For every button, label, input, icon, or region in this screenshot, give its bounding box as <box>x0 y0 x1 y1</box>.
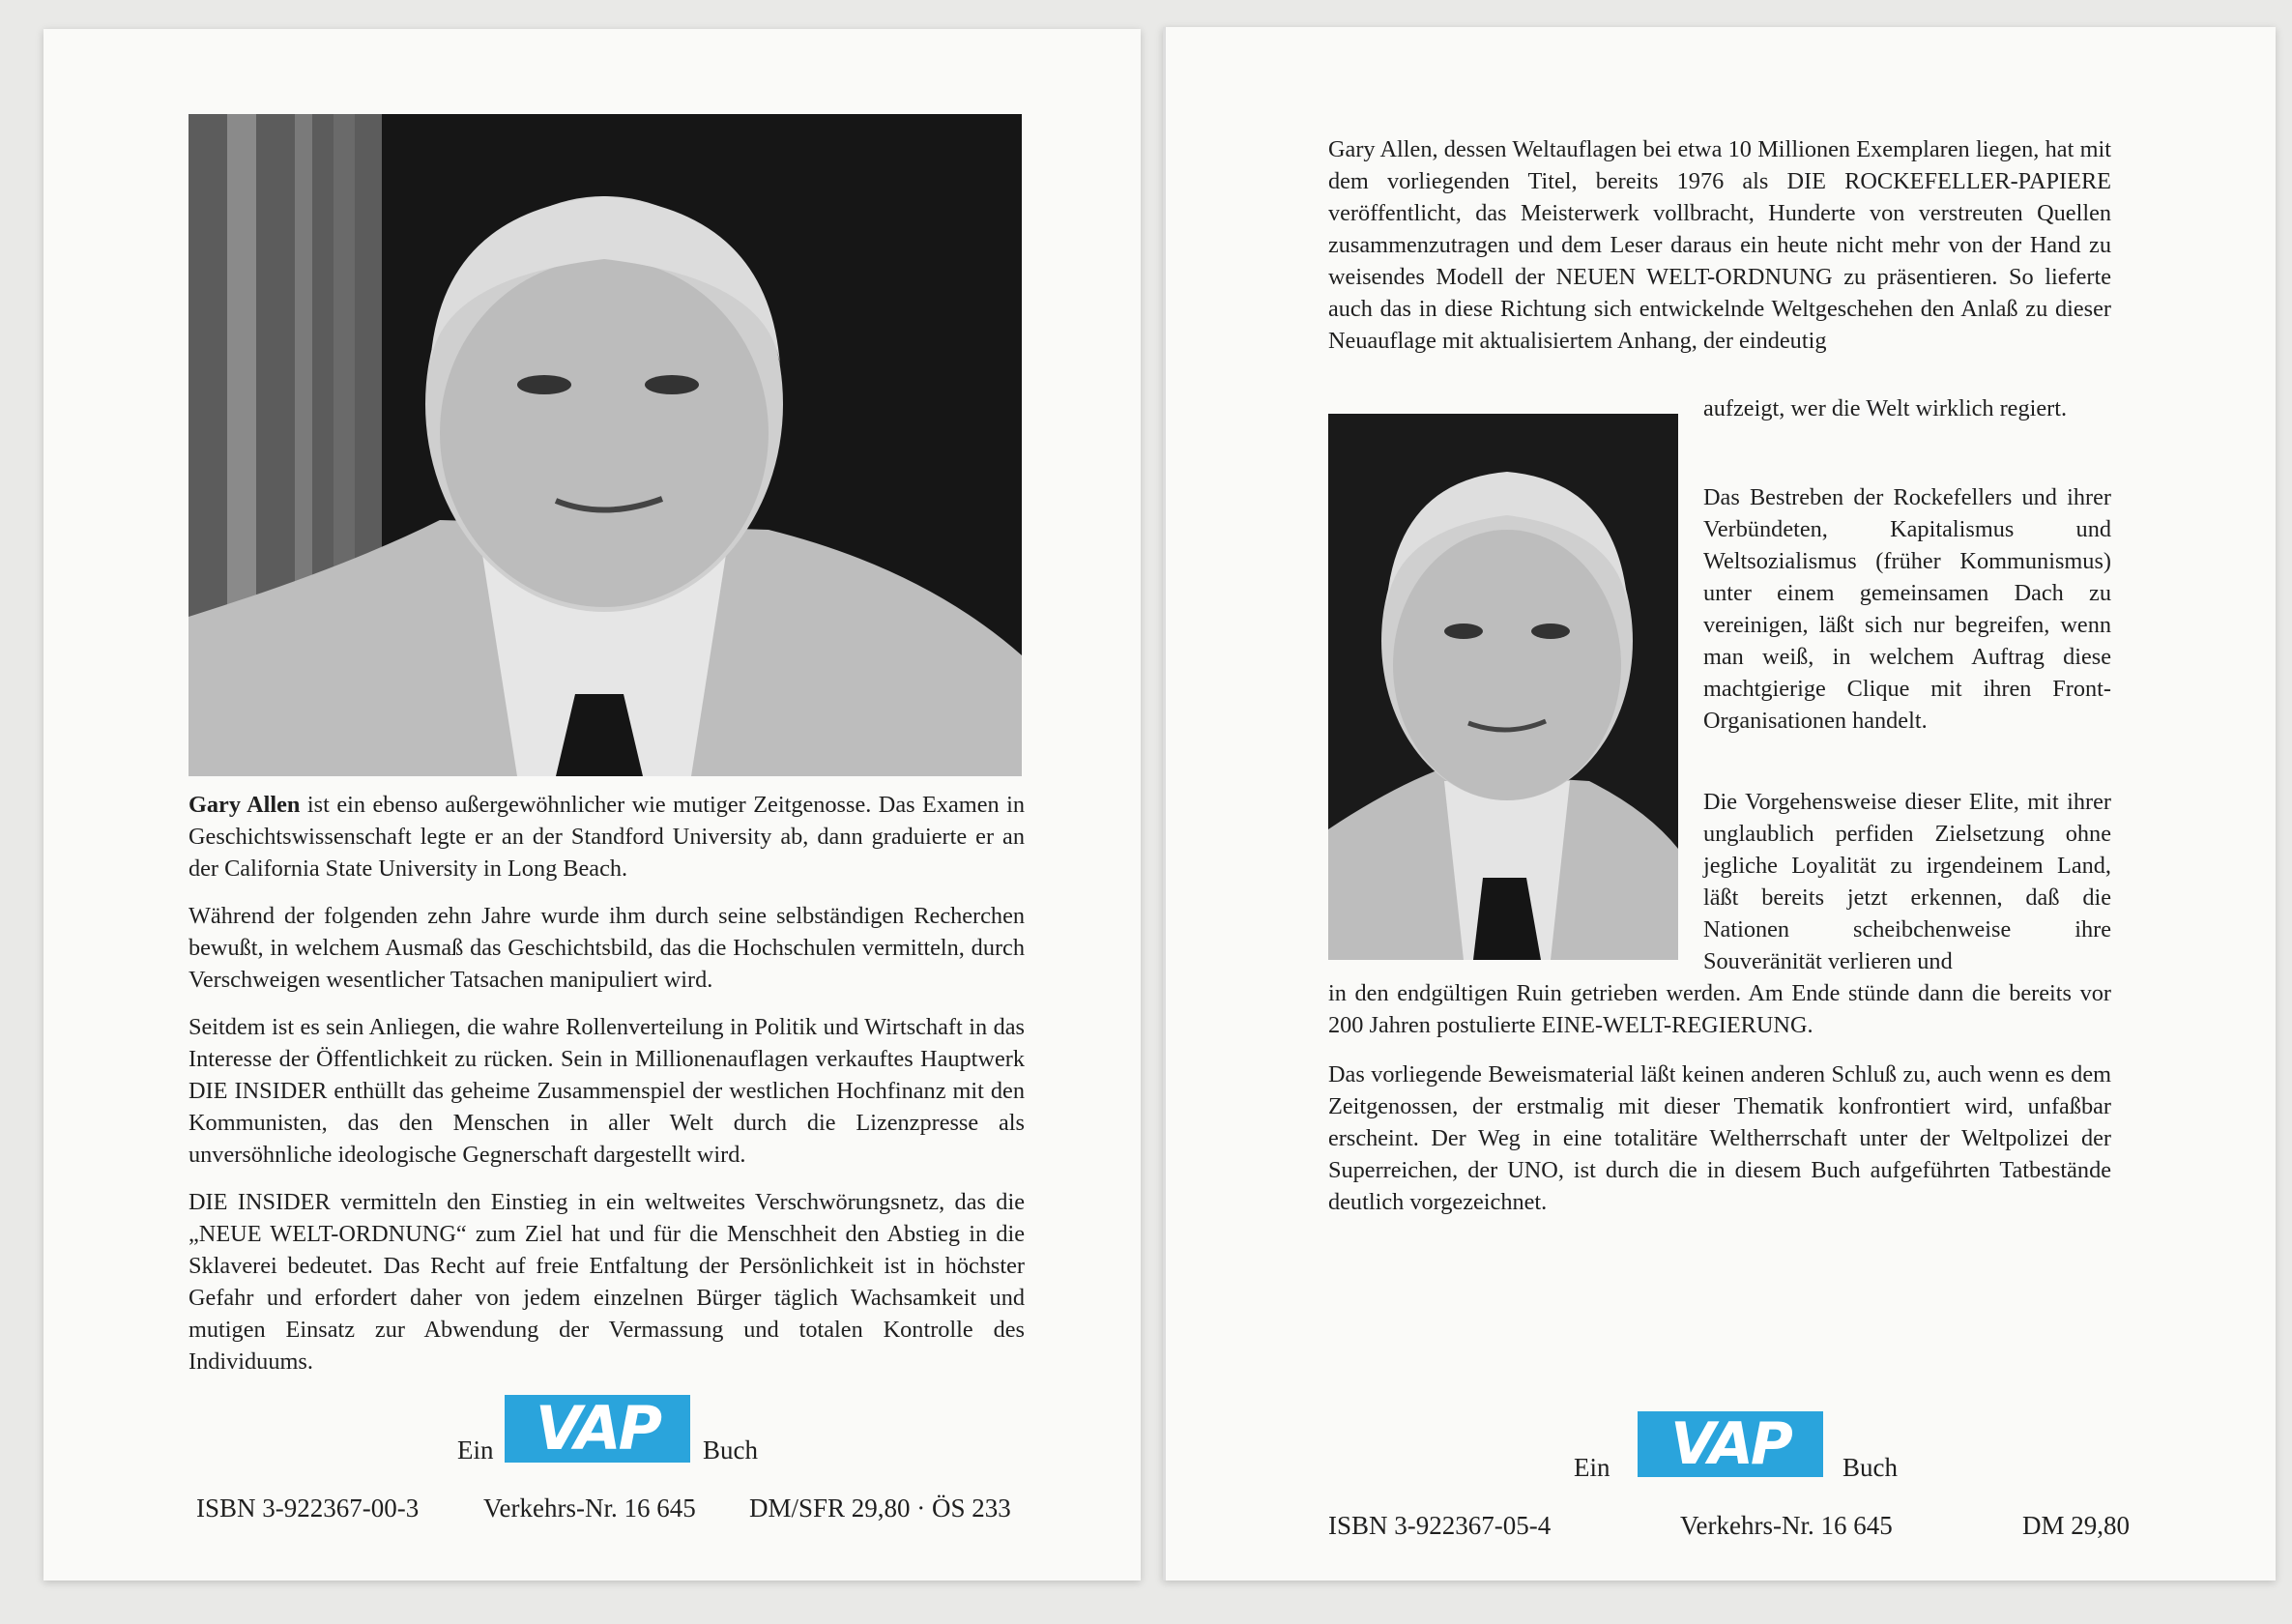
author-photo-small <box>1328 414 1678 960</box>
vap-logo: VAP <box>1638 1411 1823 1477</box>
author-bio <box>189 789 1025 1393</box>
publisher-buch-label: Buch <box>703 1436 758 1464</box>
verkehrs-nr-right: Verkehrs-Nr. 16 645 <box>1680 1511 1893 1540</box>
author-photo-large <box>189 114 1022 776</box>
paragraph-3b: in den endgültigen Ruin getrieben werden. Am Ende stünde dann die bereits vor 200 Jahren postulierte EINE-WELT-REGIERUNG. <box>1328 980 2111 1038</box>
isbn-left: ISBN 3-922367-00-3 <box>196 1494 420 1522</box>
publisher-ein-label: Ein <box>1574 1453 1610 1482</box>
bio-paragraph-3: Seitdem ist es sein Anliegen, die wahre Rollenverteilung in Politik und Wirtschaft in das Interesse der Öffentlichkeit zu rücken. Sein in Millionenauflagen verkauftes Hauptwerk DIE INSIDER enthüllt das geheime Zusammenspiel der westlichen Hochfinanz mit den Kommunisten, das den Menschen in aller Welt durch die Lizenzpresse als unversöhnliche ideologische Gegnerschaft dargestellt wird. <box>189 1014 1025 1168</box>
author-name: Gary Allen <box>189 792 301 818</box>
price-right: DM 29,80 <box>2022 1511 2131 1540</box>
paragraph-3a: Die Vorgehensweise dieser Elite, mit ihrer unglaublich perfiden Zielsetzung ohne jegliche Loyalität zu irgendeinem Land, läßt bereits jetzt erkennen, daß die Nationen scheibchenweise ihre Souveränität verlieren und <box>1703 789 2111 974</box>
vap-logo: VAP <box>505 1395 690 1463</box>
left-book-back-cover <box>44 29 1141 1580</box>
intro-text-tail: aufzeigt, wer die Welt wirklich regiert. <box>1703 395 2068 421</box>
publisher-buch-label: Buch <box>1842 1453 1898 1482</box>
paragraph-2: Das Bestreben der Rockefellers und ihrer Verbündeten, Kapitalismus und Weltsozialismus (früher Kommunismus) unter einem gemeinsamen Dach zu vereinigen, läßt sich nur begreifen, wenn man weiß, in welchem Auftrag diese machtgierige Clique mit ihren Front-Organisationen handelt. <box>1703 484 2111 734</box>
publisher-ein-label: Ein <box>457 1436 494 1464</box>
bio-paragraph-2: Während der folgenden zehn Jahre wurde ihm durch seine selbständigen Recherchen bewußt, in welchem Ausmaß das Geschichtsbild, das die Hochschulen vermitteln, durch Verschweigen wesentlicher Tatsachen manipuliert wird. <box>189 903 1025 993</box>
bio-paragraph-4: DIE INSIDER vermitteln den Einstieg in ein weltweites Verschwörungsnetz, das die „NEUE WELT-ORDNUNG“ zum Ziel hat und für die Menschheit den Abstieg in die Sklaverei bedeutet. Das Recht auf freie Entfaltung der Persönlichkeit ist in höchster Gefahr und erfordert daher von jedem einzelnen Bürger täglich Wachsamkeit und mutigen Einsatz zur Abwendung der Vermassung und totalen Kontrolle des Individuums. <box>189 1189 1025 1375</box>
bio-paragraph-1: Gary Allen ist ein ebenso außergewöhnlicher wie mutiger Zeitgenosse. Das Examen in Geschichtswissenschaft legte er an der Standford University ab, dann graduierte er an der California State University in Long Beach. <box>189 792 1025 882</box>
paragraph-4: Das vorliegende Beweismaterial läßt keinen anderen Schluß zu, auch wenn es dem Zeitgenossen, der erstmalig mit dieser Thematik konfrontiert wird, unfaßbar erscheint. Der Weg in eine totalitäre Weltherrschaft unter der Weltpolizei der Superreichen, der UNO, ist durch die in diesem Buch aufgeführten Tatbestände deutlich vorgezeichnet. <box>1328 1061 2111 1215</box>
price-left: DM/SFR 29,80 · ÖS 233 <box>749 1494 1011 1522</box>
intro-text: Gary Allen, dessen Weltauflagen bei etwa 10 Millionen Exemplaren liegen, hat mit dem vorliegenden Titel, bereits 1976 als DIE ROCKEFELLER-PAPIERE veröffentlicht, das Meisterwerk vollbracht, Hunderte von verstreuten Quellen zusammenzutragen und dem Leser daraus ein heute nicht mehr von der Hand zu weisendes Modell der NEUEN WELT-ORDNUNG zu präsentieren. So lieferte auch das in diese Richtung sich entwickelnde Weltgeschehen den Anlaß zu dieser Neuauflage mit aktualisiertem Anhang, der eindeutig <box>1328 136 2111 354</box>
verkehrs-nr-left: Verkehrs-Nr. 16 645 <box>483 1494 696 1522</box>
right-book-back-cover <box>1163 27 2276 1580</box>
isbn-right: ISBN 3-922367-05-4 <box>1328 1511 1552 1540</box>
